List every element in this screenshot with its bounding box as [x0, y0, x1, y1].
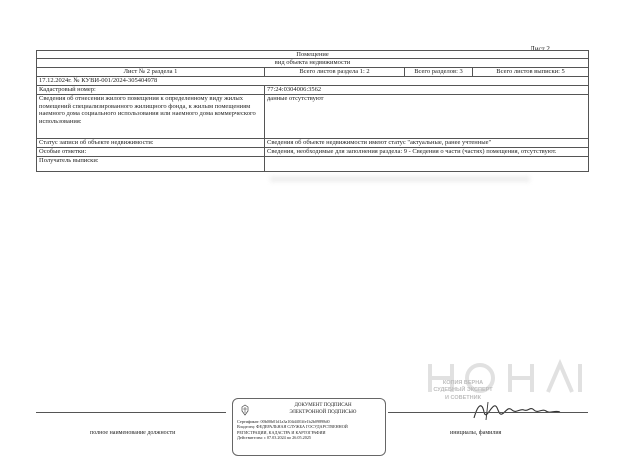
housing-category-value: данные отсутствуют — [265, 95, 589, 139]
property-extract-table — [36, 50, 589, 172]
housing-category-label: Сведения об отнесении жилого помещения к определенному виду жилых помещений специализированного жилищного фонда, к жилым помещениям наемного дома социального использования или наемного дома коммерческого использования: — [37, 95, 265, 139]
seal-text-line: КОПИЯ ВЕРНА — [442, 380, 484, 386]
extract-recipient-label: Получатель выписки: — [37, 157, 265, 172]
sheet-of-section: Лист № 2 раздела 1 — [37, 68, 265, 77]
sheet-label: Лист 2 — [530, 45, 550, 53]
stamp-subtitle: ЭЛЕКТРОННОЙ ПОДПИСЬЮ — [289, 409, 357, 415]
record-status-value: Сведения об объекте недвижимости имеют статус "актуальные, ранее учтенные" — [265, 139, 589, 148]
stamp-owner: Владелец: ФЕДЕРАЛЬНАЯ СЛУЖБА ГОСУДАРСТВЕННОЙ — [237, 424, 348, 430]
name-signature-line — [388, 412, 588, 413]
extract-number: 17.12.2024г. № КУВИ-001/2024-305404978 — [37, 77, 589, 86]
stamp-title: ДОКУМЕНТ ПОДПИСАН — [294, 403, 352, 408]
coat-of-arms-icon — [239, 404, 251, 416]
cadastral-number-label: Кадастровый номер: — [37, 86, 265, 95]
sheets-in-section: Всего листов раздела 1: 2 — [265, 68, 405, 77]
stamp-validity: Действителен: с 07.03.2024 по 26.05.2025 — [237, 435, 312, 441]
seal-text-line: И СОВЕТНИК — [445, 394, 481, 401]
sections-total: Всего разделов: 3 — [405, 68, 473, 77]
position-caption: полное наименование должности — [90, 430, 176, 436]
name-caption: инициалы, фамилия — [450, 430, 502, 436]
sheets-total: Всего листов выписки: 5 — [473, 68, 589, 77]
record-status-label: Статус записи об объекте недвижимости: — [37, 139, 265, 148]
stamp-certificate: Сертификат: 00b00b01d1a3a104d401ffe1b2b09898d0 — [237, 419, 330, 424]
special-notes-label: Особые отметки: — [37, 148, 265, 157]
object-type-caption: вид объекта недвижимости — [37, 59, 589, 68]
electronic-signature-stamp — [232, 398, 386, 456]
position-signature-line — [36, 412, 226, 413]
extract-recipient-value — [265, 157, 589, 172]
stamp-owner-cont: РЕГИСТРАЦИИ, КАДАСТРА И КАРТОГРАФИИ — [237, 429, 326, 435]
cadastral-number-value: 77:24:0304006:3562 — [265, 86, 589, 95]
seal-text-line: СУДЕБНЫЙ ЭКСПЕРТ — [433, 387, 493, 394]
object-title: Помещение — [37, 51, 589, 59]
redacted-area — [270, 176, 530, 182]
special-notes-value: Сведения, необходимые для заполнения раздела: 9 - Сведения о части (частях) помещения, отсутствуют. — [265, 148, 589, 157]
handwritten-signature — [468, 398, 568, 422]
